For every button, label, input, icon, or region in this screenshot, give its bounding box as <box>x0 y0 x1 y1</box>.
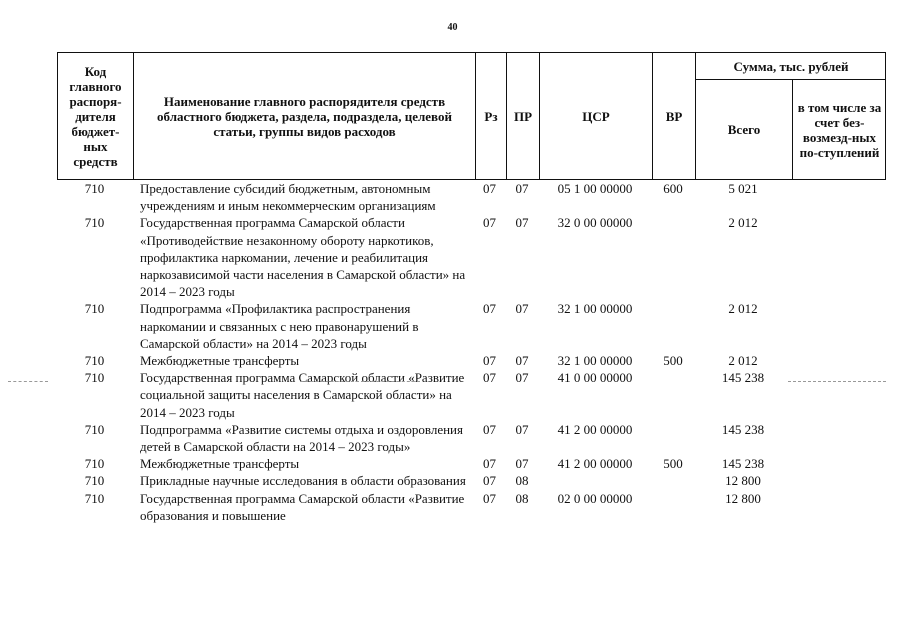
cell-total: 145 238 <box>721 456 765 472</box>
scan-artifact-line <box>788 381 886 382</box>
header-incl-free: в том числе за счет без-возмезд-ных по-ступлений <box>797 99 882 160</box>
cell-total: 2 012 <box>728 353 758 369</box>
cell-rz: 07 <box>483 456 496 472</box>
table-row <box>57 214 886 300</box>
cell-rz: 07 <box>483 370 496 386</box>
cell-total: 12 800 <box>725 490 761 506</box>
cell-pr: 07 <box>515 421 529 437</box>
cell-pr: 07 <box>515 301 529 317</box>
header-vr: ВР <box>665 108 683 124</box>
table-row <box>57 472 886 489</box>
table-row <box>57 352 886 369</box>
cell-csr: 32 0 00 00000 <box>557 215 633 231</box>
cell-name: Государственная программа Самарской области «Развитие образования и повышение <box>140 490 465 523</box>
cell-code: 710 <box>84 353 105 369</box>
cell-csr: 05 1 00 00000 <box>557 181 633 196</box>
cell-pr: 07 <box>515 456 529 472</box>
header-rz: Рз <box>484 108 498 124</box>
cell-code: 710 <box>84 181 105 196</box>
cell-csr: 41 0 00 00000 <box>557 370 633 386</box>
cell-name: Государственная программа Самарской области «Развитие социальной защиты населения в Самарской области» на 2014 – 2023 годы <box>140 370 465 420</box>
cell-name: Подпрограмма «Развитие системы отдыха и оздоровления детей в Самарской области на 2014 – 2023 годы» <box>140 421 463 455</box>
page-number: 40 <box>447 22 458 33</box>
cell-pr: 08 <box>515 490 529 506</box>
header-pr: ПР <box>513 108 533 124</box>
header-name: Наименование главного распорядителя средств областного бюджета, раздела, подраздела, целевой статьи, группы видов расходов <box>157 93 452 139</box>
cell-pr: 07 <box>515 215 529 231</box>
table-row <box>57 490 886 524</box>
cell-total: 2 012 <box>728 301 758 317</box>
cell-code: 710 <box>84 215 105 231</box>
cell-code: 710 <box>84 456 105 472</box>
cell-vr: 500 <box>663 456 683 472</box>
cell-csr: 32 1 00 00000 <box>557 353 633 369</box>
scan-artifact-line <box>8 381 48 382</box>
table-row <box>57 180 886 214</box>
cell-code: 710 <box>84 370 105 386</box>
cell-rz: 07 <box>483 301 496 317</box>
cell-pr: 07 <box>515 353 529 369</box>
cell-csr: 41 2 00 00000 <box>557 421 633 437</box>
cell-rz: 07 <box>483 215 496 231</box>
cell-total: 2 012 <box>728 215 758 231</box>
cell-vr: 600 <box>663 181 683 196</box>
cell-csr: 02 0 00 00000 <box>557 490 633 506</box>
header-code: Код главного распоря-дителя бюджет-ных средств <box>69 63 122 169</box>
cell-code: 710 <box>84 490 105 506</box>
cell-code: 710 <box>84 421 105 437</box>
cell-total: 12 800 <box>725 473 761 489</box>
cell-total: 5 021 <box>728 181 758 196</box>
cell-rz: 07 <box>483 181 496 196</box>
cell-total: 145 238 <box>721 370 765 386</box>
cell-total: 145 238 <box>721 421 765 437</box>
cell-code: 710 <box>84 473 105 489</box>
table-row <box>57 300 886 352</box>
cell-code: 710 <box>84 301 105 317</box>
cell-name: Подпрограмма «Профилактика распространения наркомании и связанных с нею правонарушений в Самарской области» на 2014 – 2023 годы <box>140 301 419 351</box>
table-row <box>57 455 886 472</box>
cell-name: Межбюджетные трансферты <box>140 353 300 369</box>
cell-rz: 07 <box>483 353 496 369</box>
cell-name: Межбюджетные трансферты <box>140 456 300 472</box>
cell-name: Предоставление субсидий бюджетным, автономным учреждениям и иным некоммерческим организациям <box>140 181 436 214</box>
table-row <box>57 369 886 421</box>
cell-pr: 07 <box>515 181 529 196</box>
cell-rz: 07 <box>483 473 496 489</box>
header-csr: ЦСР <box>582 108 610 124</box>
cell-pr: 08 <box>515 473 529 489</box>
cell-pr: 07 <box>515 370 529 386</box>
table-body <box>57 180 886 524</box>
table-header <box>57 52 886 180</box>
cell-name: Государственная программа Самарской области «Противодействие незаконному обороту наркотиков, профилактика наркомании, лечение и реабилитация наркозависимой части населения в Самарской области» на 2014 – 2023 годы <box>140 215 466 300</box>
header-sum-group: Сумма, тыс. рублей <box>733 58 849 74</box>
cell-rz: 07 <box>483 490 496 506</box>
header-total: Всего <box>727 122 761 137</box>
cell-csr: 41 2 00 00000 <box>557 456 633 472</box>
cell-rz: 07 <box>483 421 496 437</box>
cell-name: Прикладные научные исследования в области образования <box>140 473 466 489</box>
cell-vr: 500 <box>663 353 683 369</box>
scan-artifact-line <box>300 381 420 382</box>
table-row <box>57 421 886 455</box>
cell-csr: 32 1 00 00000 <box>557 301 633 317</box>
